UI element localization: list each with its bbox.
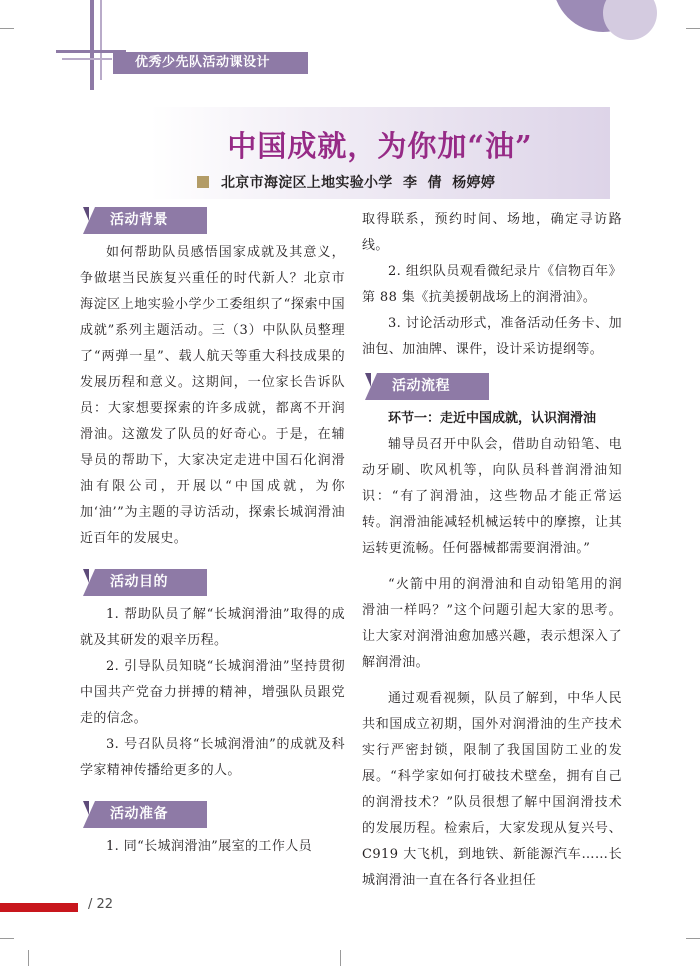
page-number: / 22: [88, 897, 114, 912]
column-header-text: 优秀少先队活动课设计: [135, 55, 271, 70]
section-label-accent: [83, 569, 89, 583]
paragraph: 如何帮助队员感悟国家成就及其意义，争做堪当民族复兴重任的时代新人？北京市海淀区上地实验小学少工委组织了“探索中国成就”系列主题活动。三（3）中队队员整理了“两弹一星”、载人航天等重大科技成果的发展历程和意义。这期间，一位家长告诉队员：大家想要探索的许多成就，都离不开润滑油。这激发了队员的好奇心。于是，在辅导员的帮助下，大家决定走进中国石化润滑油有限公司，开展以“中国成就，为你加‘油’”为主题的寻访活动，探索长城润滑油近百年的发展史。: [80, 245, 345, 546]
paragraph-continued: 取得联系，预约时间、场地，确定寻访路线。: [362, 212, 622, 253]
section-label-text: 活动流程: [392, 378, 450, 394]
paragraph: “火箭中用的润滑油和自动铅笔用的润滑油一样吗？”这个问题引起大家的思考。让大家对润滑油愈加感兴趣，表示想深入了解润滑油。: [362, 577, 622, 670]
subsection-heading: 环节一：走近中国成就，认识润滑油: [388, 411, 597, 426]
crop-mark: [28, 950, 29, 966]
paragraph: 通过观看视频，队员了解到，中华人民共和国成立初期，国外对润滑油的生产技术实行严密封锁，限制了我国国防工业的发展。“科学家如何打破技术壁垒，拥有自己的润滑技术？”队员很想了解中国润滑技术的发展历程。检索后，大家发现从复兴号、C919 大飞机，到地铁、新能源汽车……长城润滑油一直在各行各业担任: [362, 691, 622, 888]
paragraph: 3. 讨论活动形式，准备活动任务卡、加油包、加油牌、课件，设计采访提纲等。: [362, 316, 622, 357]
author-text: 北京市海淀区上地实验小学 李 倩 杨婷婷: [221, 175, 496, 191]
section-label-accent: [83, 801, 89, 815]
section-label-purpose: [83, 569, 207, 596]
section-label-process: [365, 373, 489, 400]
right-column: [362, 207, 622, 894]
crop-mark: [686, 938, 700, 939]
author-marker-icon: [197, 176, 209, 188]
decorative-circle: [603, 0, 657, 40]
section-label-text: 活动目的: [110, 574, 168, 590]
crop-mark: [0, 28, 14, 29]
crop-mark: [340, 950, 341, 966]
crop-mark: [0, 938, 14, 939]
section-label-text: 活动准备: [110, 806, 168, 822]
section-label-accent: [365, 373, 371, 387]
paragraph: 1. 同“长城润滑油”展室的工作人员: [106, 839, 313, 854]
section-label-text: 活动背景: [110, 212, 168, 228]
paragraph: 2. 引导队员知晓“长城润滑油”坚持贯彻中国共产党奋力拼搏的精神，增强队员跟党走的信念。: [80, 659, 345, 726]
paragraph: 辅导员召开中队会，借助自动铅笔、电动牙刷、吹风机等，向队员科普润滑油知识：“有了润滑油，这些物品才能正常运转。润滑油能减轻机械运转中的摩擦，让其运转更流畅。任何器械都需要润滑油。”: [362, 437, 622, 556]
decorative-line: [62, 58, 112, 60]
section-label-accent: [83, 207, 89, 221]
section-label-background: [83, 207, 207, 234]
paragraph: 2. 组织队员观看微纪录片《信物百年》第 88 集《抗美援朝战场上的润滑油》。: [362, 264, 622, 305]
left-column: [80, 207, 345, 860]
column-header: [113, 52, 308, 74]
article-title: 中国成就，为你加“油”: [227, 129, 533, 163]
crop-mark: [686, 28, 700, 29]
footer-bar: [0, 903, 78, 912]
decorative-line: [100, 0, 102, 80]
section-label-preparation: [83, 801, 207, 828]
paragraph: 3. 号召队员将“长城润滑油”的成就及科学家精神传播给更多的人。: [80, 737, 345, 778]
author-line: [197, 172, 495, 192]
paragraph: 1. 帮助队员了解“长城润滑油”取得的成就及其研发的艰辛历程。: [80, 607, 345, 648]
decorative-line: [90, 0, 94, 90]
